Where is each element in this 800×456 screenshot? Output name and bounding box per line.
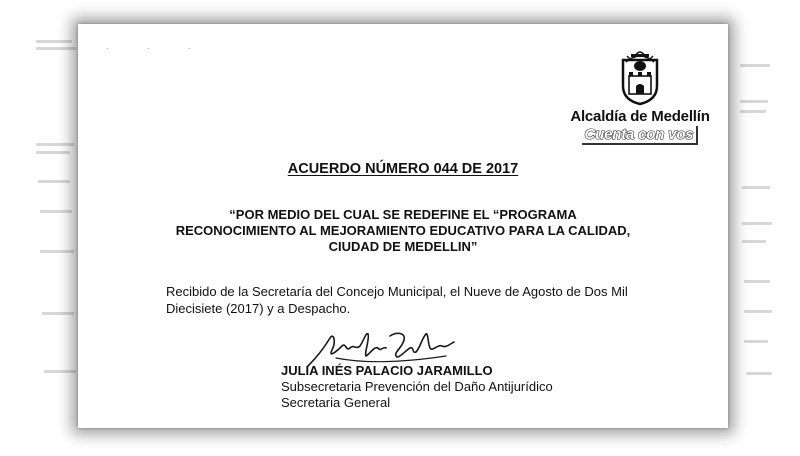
document-title-text: ACUERDO NÚMERO 044 DE 2017	[287, 161, 519, 177]
document-title	[78, 161, 728, 177]
body-line: Recibido de la Secretaría del Concejo Municipal, el Nueve de Agosto de Dos Mil	[166, 284, 628, 299]
medellin-coat-of-arms-icon	[617, 46, 663, 106]
logo-name: Alcaldía de Medellín	[570, 108, 710, 125]
heading-line: CIUDAD DE MEDELLIN”	[328, 239, 478, 254]
logo-slogan: Cuenta con vos	[582, 126, 699, 145]
heading-line: RECONOCIMIENTO AL MEJORAMIENTO EDUCATIVO PARA LA CALIDAD,	[175, 223, 631, 238]
signer-block	[281, 363, 553, 411]
scan-specks: · · ·	[106, 44, 209, 53]
signer-office: Secretaria General	[281, 395, 391, 410]
body-line: Diecisiete (2017) y a Despacho.	[166, 301, 351, 316]
document-body	[166, 283, 686, 317]
alcaldia-logo	[570, 46, 710, 145]
document-page	[78, 24, 728, 428]
document-heading	[158, 207, 648, 255]
heading-line: “POR MEDIO DEL CUAL SE REDEFINE EL “PROGRAMA	[229, 207, 577, 222]
signer-role: Subsecretaria Prevención del Daño Antijurídico	[281, 379, 553, 394]
signer-name: JULIA INÉS PALACIO JARAMILLO	[281, 363, 493, 378]
